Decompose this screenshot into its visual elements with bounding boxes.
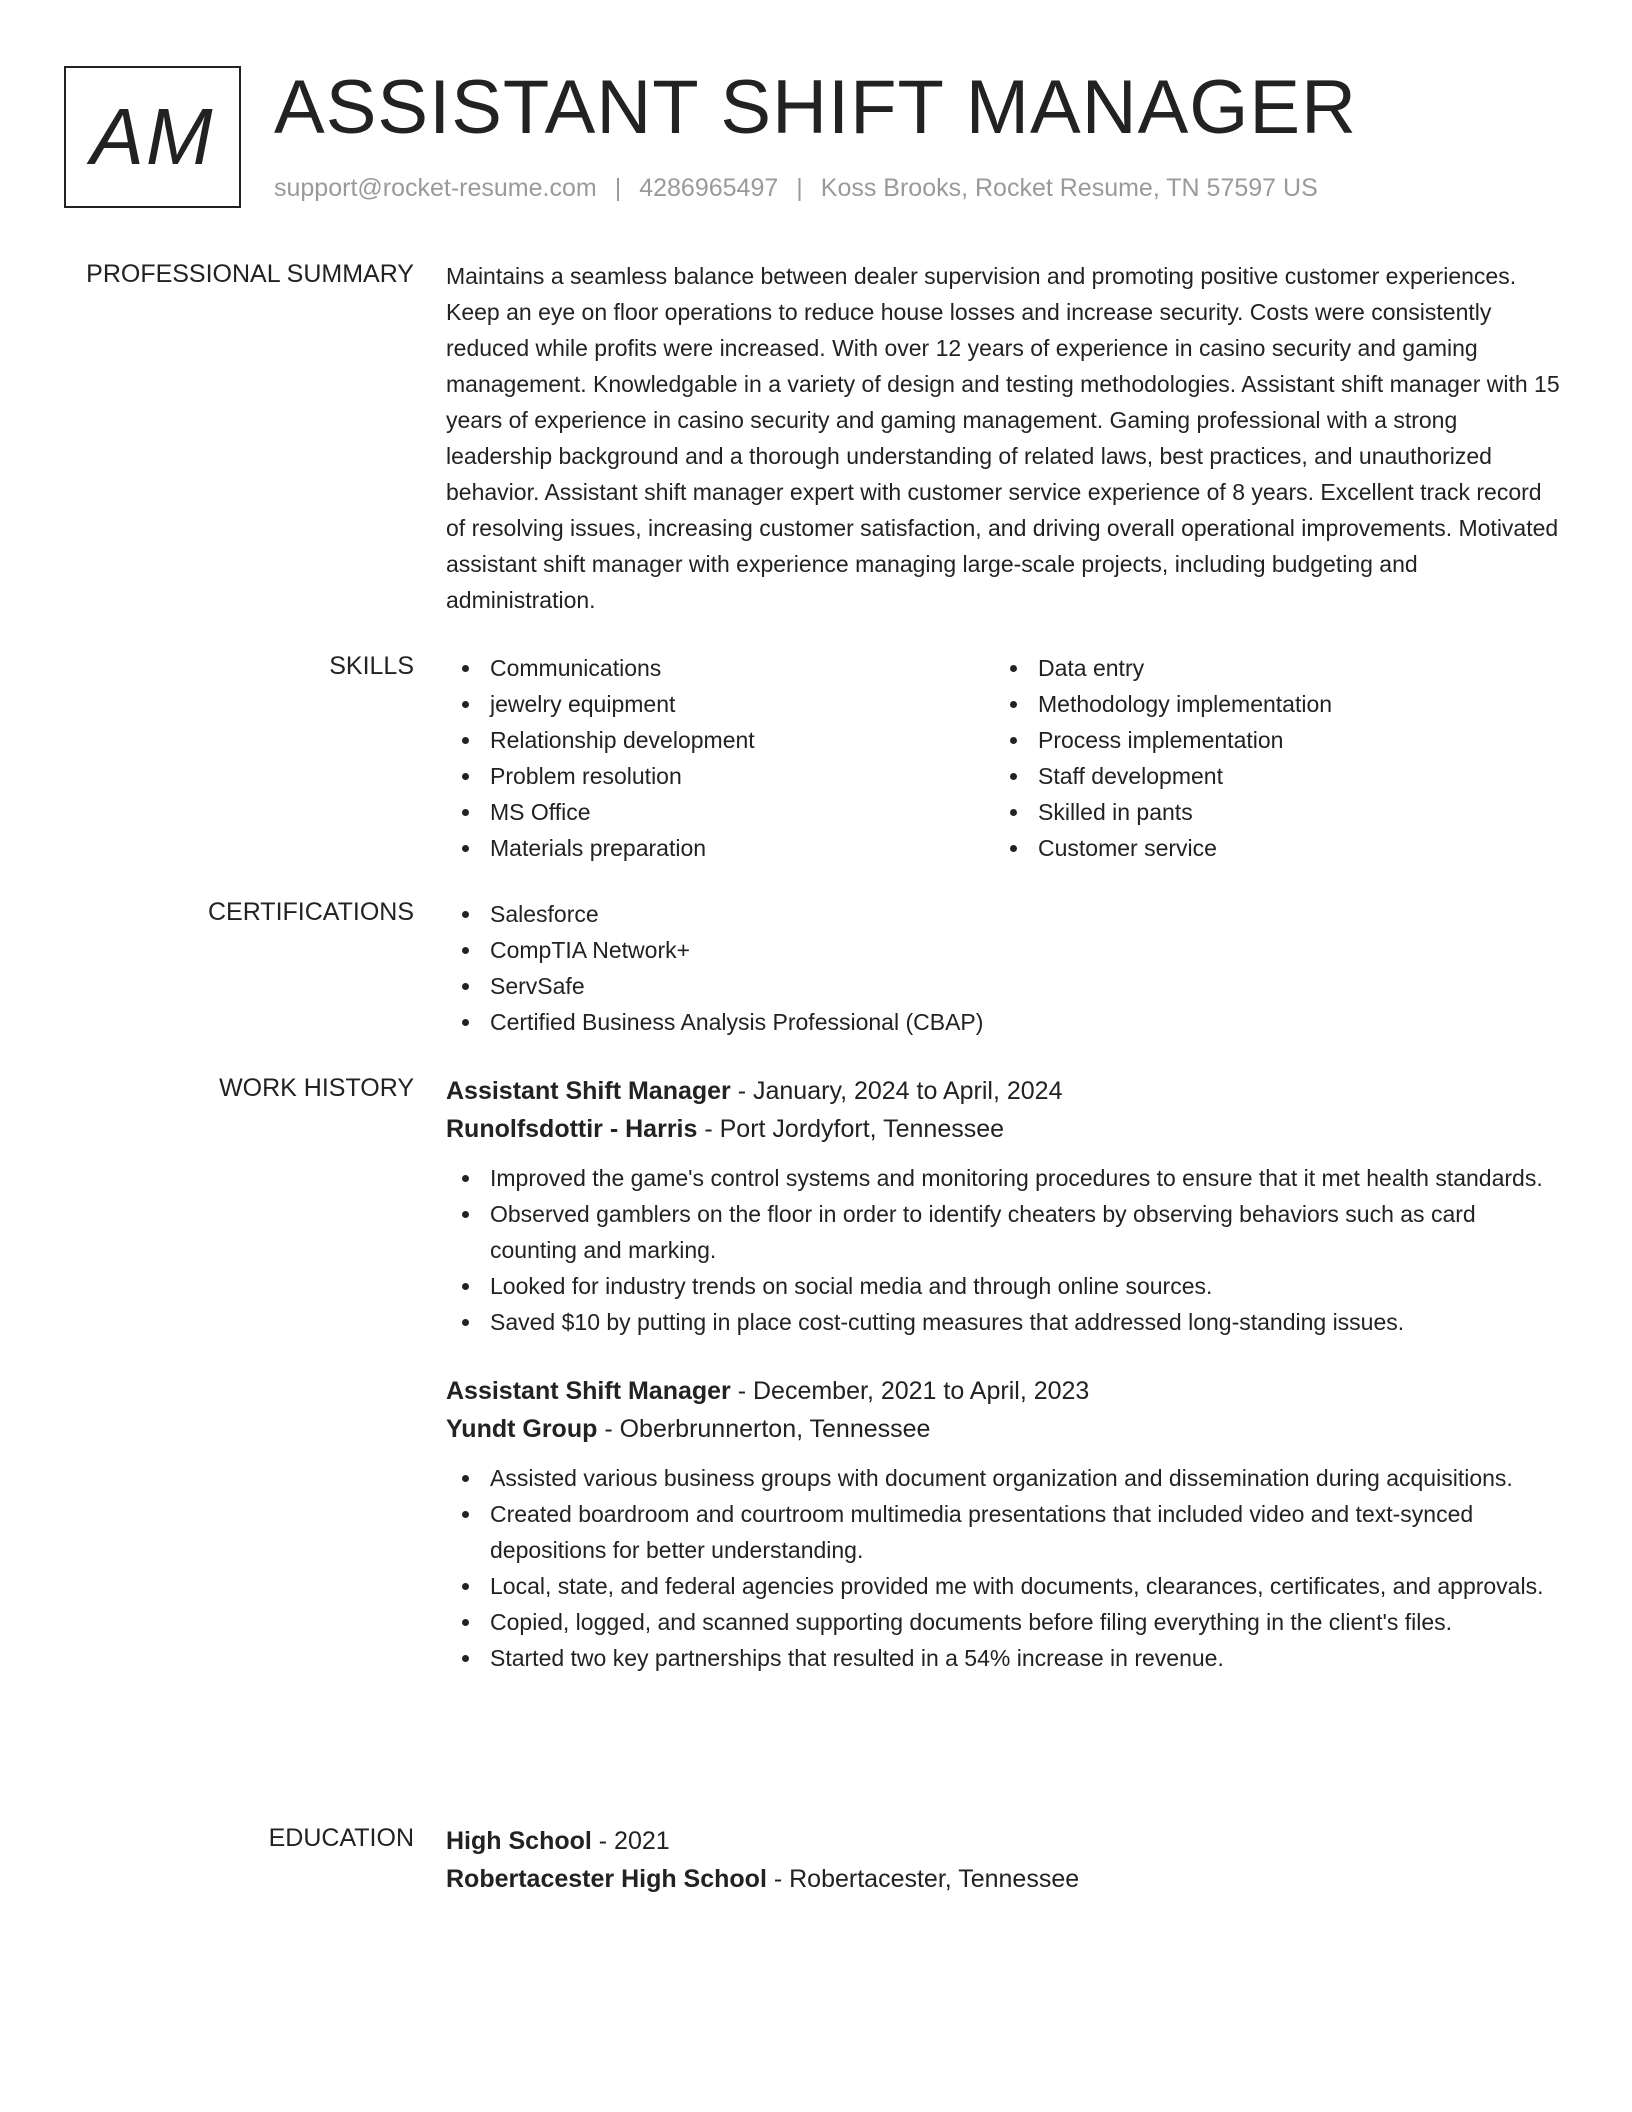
work-history-body xyxy=(446,1072,1566,1676)
education-body xyxy=(446,1822,1566,1898)
summary-text: Maintains a seamless balance between dealer supervision and promoting positive customer experiences. Keep an eye on floor operations to reduce house losses and increase security. Costs were consistently reduced while profits were increased. With over 12 years of experience in casino security and gaming management. Knowledgable in a variety of design and testing methodologies. Assistant shift manager with 15 years of experience in casino security and gaming management. Gaming professional with a strong leadership background and a thorough understanding of related laws, best practices, and unauthorized behavior. Assistant shift manager expert with customer service experience of 8 years. Excellent track record of resolving issues, increasing customer satisfaction, and driving overall operational improvements. Motivated assistant shift manager with experience managing large-scale projects, including budgeting and administration. xyxy=(446,263,1560,613)
education-heading: EDUCATION xyxy=(268,1824,414,1852)
job-company: Runolfsdottir - Harris xyxy=(446,1115,698,1143)
education-school-line xyxy=(446,1860,1566,1898)
skill-item: Customer service xyxy=(994,830,1542,866)
skill-item: Relationship development xyxy=(446,722,994,758)
job-duties-list xyxy=(446,1460,1566,1676)
job-duty: Assisted various business groups with document organization and dissemination during acquisitions. xyxy=(446,1460,1566,1496)
certification-item: ServSafe xyxy=(446,968,1566,1004)
skills-columns xyxy=(446,650,1566,866)
skill-item: Staff development xyxy=(994,758,1542,794)
contact-email[interactable]: support@rocket-resume.com xyxy=(274,174,597,202)
certification-item: CompTIA Network+ xyxy=(446,932,1566,968)
skill-item: Methodology implementation xyxy=(994,686,1542,722)
skill-item: Data entry xyxy=(994,650,1542,686)
job-entry xyxy=(446,1372,1566,1676)
job-duty: Started two key partnerships that resulted in a 54% increase in revenue. xyxy=(446,1640,1566,1676)
job-location: - Port Jordyfort, Tennessee xyxy=(697,1115,1005,1143)
job-duties-list xyxy=(446,1160,1566,1340)
education-location: - Robertacester, Tennessee xyxy=(766,1865,1080,1893)
skills-heading: SKILLS xyxy=(329,652,414,680)
job-title-line xyxy=(446,1372,1566,1410)
certification-item: Salesforce xyxy=(446,896,1566,932)
certification-item: Certified Business Analysis Professional (CBAP) xyxy=(446,1004,1566,1040)
job-company: Yundt Group xyxy=(446,1415,598,1443)
monogram-box xyxy=(64,66,241,208)
job-duty: Looked for industry trends on social media and through online sources. xyxy=(446,1268,1566,1304)
contact-separator: | xyxy=(614,174,622,202)
contact-phone[interactable]: 4286965497 xyxy=(639,174,779,202)
job-duty: Created boardroom and courtroom multimedia presentations that included video and text-synced depositions for better understanding. xyxy=(446,1496,1566,1568)
skill-item: MS Office xyxy=(446,794,994,830)
job-title: Assistant Shift Manager xyxy=(446,1377,731,1405)
job-dates: - December, 2021 to April, 2023 xyxy=(730,1377,1090,1405)
skill-item: Communications xyxy=(446,650,994,686)
contact-line xyxy=(274,174,1318,203)
job-company-line xyxy=(446,1110,1566,1148)
skills-list-left xyxy=(446,650,994,866)
job-duty: Copied, logged, and scanned supporting documents before filing everything in the client's files. xyxy=(446,1604,1566,1640)
job-duty: Saved $10 by putting in place cost-cutting measures that addressed long-standing issues. xyxy=(446,1304,1566,1340)
job-company-line xyxy=(446,1410,1566,1448)
summary-heading: PROFESSIONAL SUMMARY xyxy=(86,260,414,288)
resume-name: ASSISTANT SHIFT MANAGER xyxy=(274,65,1357,150)
job-location: - Oberbrunnerton, Tennessee xyxy=(597,1415,931,1443)
job-title-line xyxy=(446,1072,1566,1110)
skill-item: Materials preparation xyxy=(446,830,994,866)
certifications-list xyxy=(446,896,1566,1040)
job-entry xyxy=(446,1072,1566,1340)
certifications-body xyxy=(446,896,1566,1040)
education-school: Robertacester High School xyxy=(446,1865,767,1893)
job-title: Assistant Shift Manager xyxy=(446,1077,731,1105)
skills-list-right xyxy=(994,650,1542,866)
job-dates: - January, 2024 to April, 2024 xyxy=(730,1077,1063,1105)
job-duty: Improved the game's control systems and monitoring procedures to ensure that it met health standards. xyxy=(446,1160,1566,1196)
job-duty: Local, state, and federal agencies provided me with documents, clearances, certificates, and approvals. xyxy=(446,1568,1566,1604)
monogram-initials: AM xyxy=(90,92,215,181)
education-year: - 2021 xyxy=(591,1827,670,1855)
contact-separator: | xyxy=(796,174,803,202)
education-degree: High School xyxy=(446,1827,592,1855)
skill-item: Skilled in pants xyxy=(994,794,1542,830)
skill-item: jewelry equipment xyxy=(446,686,994,722)
skill-item: Process implementation xyxy=(994,722,1542,758)
resume-header xyxy=(64,66,1584,216)
certifications-heading: CERTIFICATIONS xyxy=(207,898,414,926)
skill-item: Problem resolution xyxy=(446,758,994,794)
work-history-heading: WORK HISTORY xyxy=(219,1074,414,1102)
job-duty: Observed gamblers on the floor in order to identify cheaters by observing behaviors such as card counting and marking. xyxy=(446,1196,1566,1268)
contact-address: Koss Brooks, Rocket Resume, TN 57597 US xyxy=(820,174,1318,202)
education-degree-line xyxy=(446,1822,1566,1860)
